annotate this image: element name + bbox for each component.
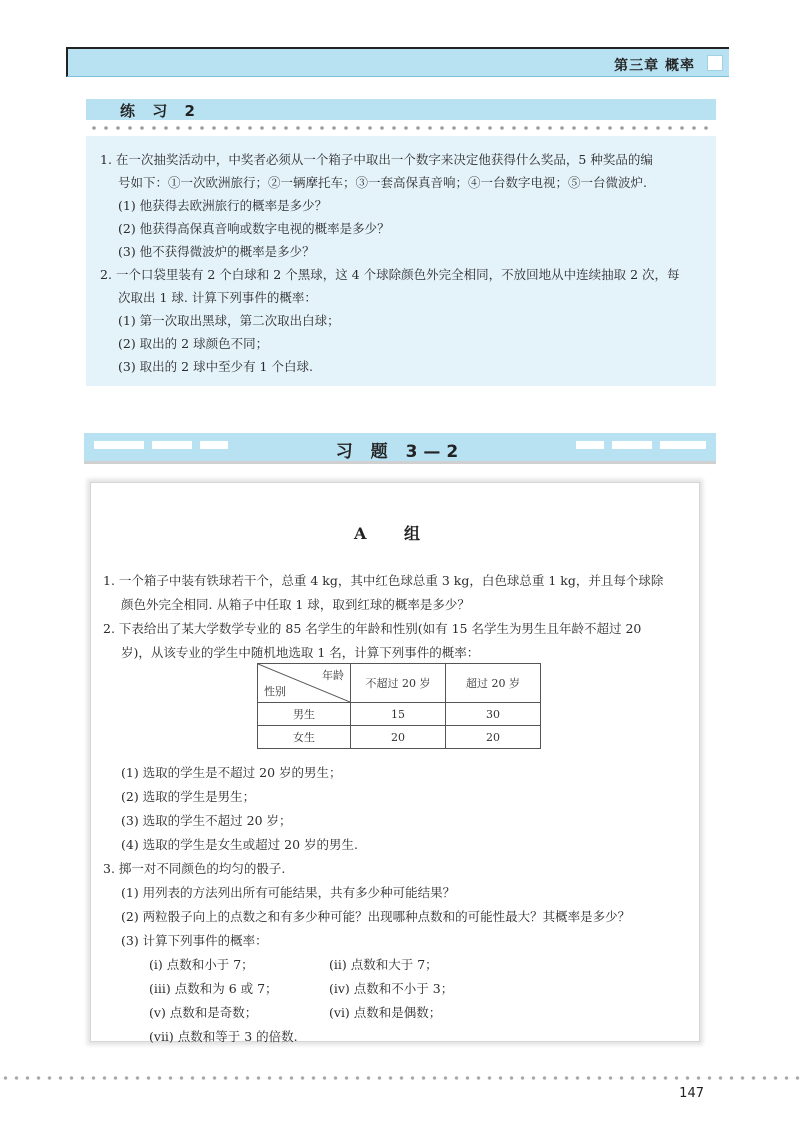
event-item: (v) 点数和是奇数； xyxy=(149,1005,258,1020)
dotted-divider xyxy=(88,125,716,131)
problem-line: 3. 掷一对不同颜色的均匀的骰子. xyxy=(103,861,286,876)
table-row xyxy=(258,726,541,749)
exercise-line: (1) 他获得去欧洲旅行的概率是多少？ xyxy=(118,198,328,213)
table-cell: 20 xyxy=(351,726,446,749)
problem-line: (3) 计算下列事件的概率： xyxy=(121,933,268,948)
decor-bar xyxy=(612,441,652,449)
table-row xyxy=(258,703,541,726)
header-decoration xyxy=(707,55,723,71)
exercise-header xyxy=(86,99,716,120)
decor-bar xyxy=(660,441,706,449)
corner-label-gender: 性别 xyxy=(264,685,286,698)
exercise-line: 号如下：①一次欧洲旅行；②一辆摩托车；③一套高保真音响；④一台数字电视；⑤一台微波炉. xyxy=(118,175,647,190)
exercise-line: (3) 取出的 2 球中至少有 1 个白球. xyxy=(118,359,313,374)
problem-line: 岁)，从该专业的学生中随机地选取 1 名，计算下列事件的概率： xyxy=(121,645,480,660)
table-header-cell: 不超过 20 岁 xyxy=(351,664,446,703)
exercise-line: (2) 他获得高保真音响或数字电视的概率是多少？ xyxy=(118,221,390,236)
problem-line: 颜色外完全相同. 从箱子中任取 1 球，取到红球的概率是多少？ xyxy=(121,597,470,612)
table-cell: 15 xyxy=(351,703,446,726)
table-cell: 30 xyxy=(446,703,541,726)
section-title: 习 题 3—2 xyxy=(335,442,465,462)
exercise-line: (1) 第一次取出黑球，第二次取出白球； xyxy=(118,313,340,328)
corner-label-age: 年龄 xyxy=(322,669,344,682)
event-item: (iii) 点数和为 6 或 7； xyxy=(149,981,278,996)
exercise-line: 1. 在一次抽奖活动中，中奖者必须从一个箱子中取出一个数字来决定他获得什么奖品，5 种奖品的编 xyxy=(100,152,653,167)
exercise-title: 练 习 2 xyxy=(120,102,201,120)
page-number: 147 xyxy=(679,1086,704,1101)
footer-dotted-divider xyxy=(0,1075,800,1081)
table-cell: 20 xyxy=(446,726,541,749)
exercise-line: (3) 他不获得微波炉的概率是多少？ xyxy=(118,244,315,259)
group-title: A 组 xyxy=(354,524,436,543)
event-item: (vi) 点数和是偶数； xyxy=(329,1005,442,1020)
table-header-cell: 超过 20 岁 xyxy=(446,664,541,703)
exercise-box xyxy=(86,136,716,386)
chapter-title: 第三章 概率 xyxy=(614,58,695,74)
event-item: (iv) 点数和不小于 3； xyxy=(329,981,454,996)
problem-line: (2) 两粒骰子向上的点数之和有多少种可能？出现哪种点数和的可能性最大？其概率是多少？ xyxy=(121,909,631,924)
exercise-line: (2) 取出的 2 球颜色不同； xyxy=(118,336,269,351)
age-gender-table xyxy=(257,663,541,749)
event-item: (ii) 点数和大于 7； xyxy=(329,957,438,972)
decor-bar xyxy=(576,441,604,449)
problem-line: (1) 用列表的方法列出所有可能结果，共有多少种可能结果？ xyxy=(121,885,456,900)
problems-box xyxy=(90,482,700,1042)
problem-line: 2. 下表给出了某大学数学专业的 85 名学生的年龄和性别(如有 15 名学生为男生且年龄不超过 20 xyxy=(103,621,642,636)
table-corner-cell xyxy=(258,664,351,703)
problem-line: (2) 选取的学生是男生； xyxy=(121,789,256,804)
problem-line: (1) 选取的学生是不超过 20 岁的男生； xyxy=(121,765,342,780)
problem-line: 1. 一个箱子中装有铁球若干个，总重 4 kg，其中红色球总重 3 kg，白色球总重 1 kg，并且每个球除 xyxy=(103,573,664,588)
exercise-line: 次取出 1 球. 计算下列事件的概率： xyxy=(118,290,317,305)
table-cell: 女生 xyxy=(258,726,351,749)
problem-line: (3) 选取的学生不超过 20 岁； xyxy=(121,813,292,828)
section-header xyxy=(84,433,716,464)
exercise-line: 2. 一个口袋里装有 2 个白球和 2 个黑球，这 4 个球除颜色外完全相同，不放回地从中连续抽取 2 次，每 xyxy=(100,267,680,282)
event-item: (i) 点数和小于 7； xyxy=(149,957,254,972)
chapter-header xyxy=(66,47,729,77)
event-item: (vii) 点数和等于 3 的倍数. xyxy=(149,1029,298,1044)
problem-line: (4) 选取的学生是女生或超过 20 岁的男生. xyxy=(121,837,359,852)
table-cell: 男生 xyxy=(258,703,351,726)
